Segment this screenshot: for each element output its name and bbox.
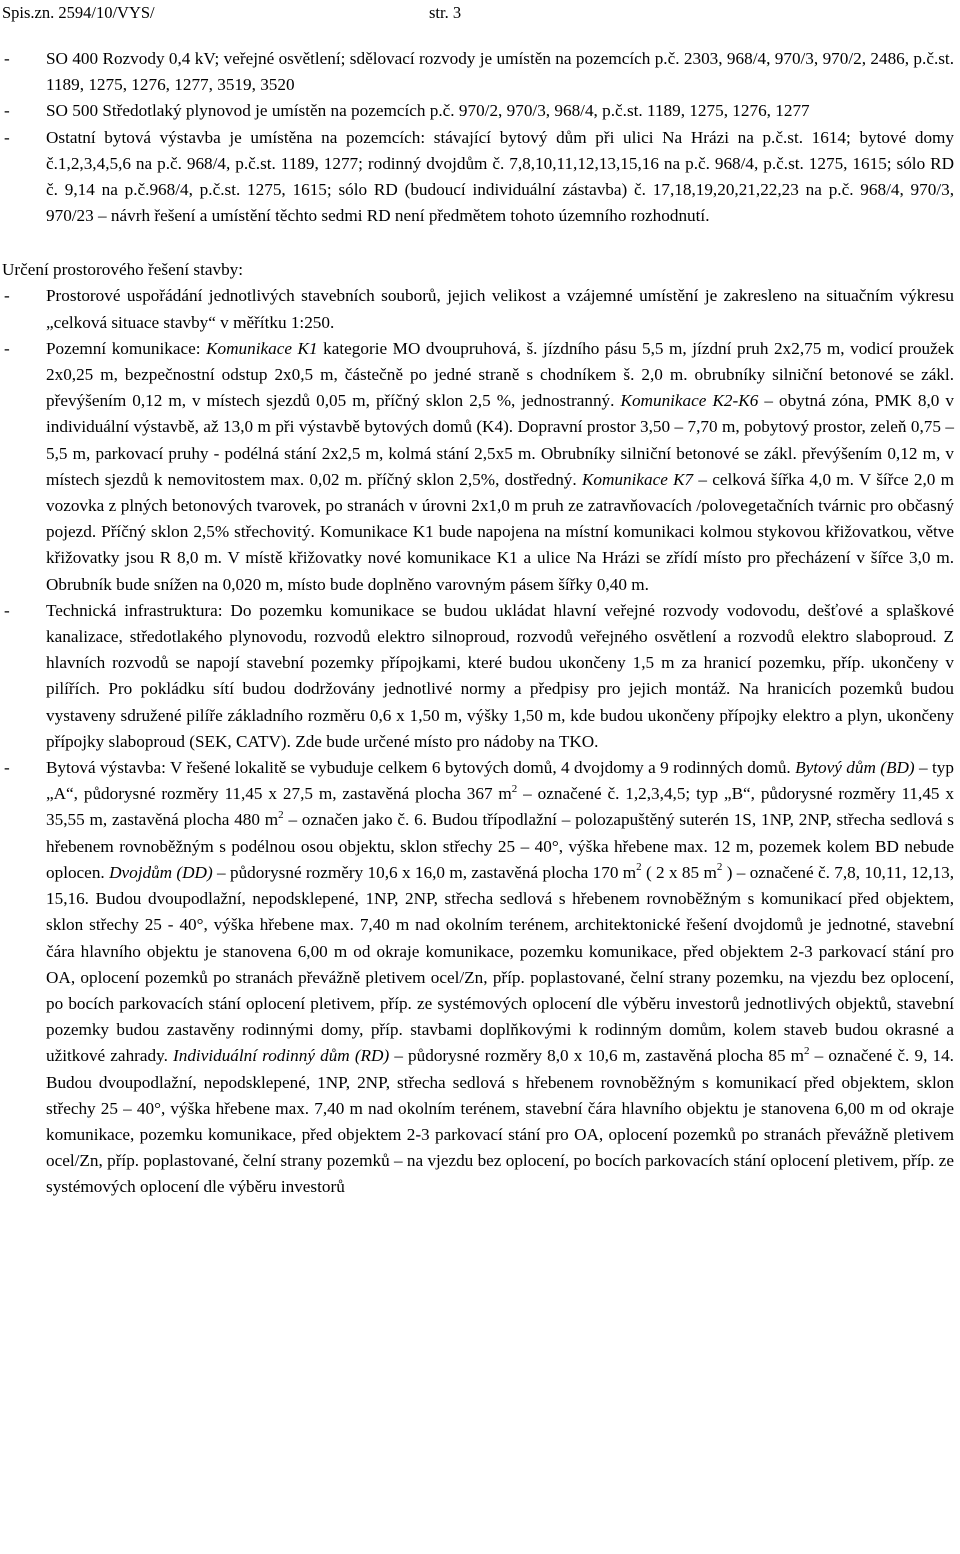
superscript: 2 [636,861,642,874]
text-run: – půdorysné rozměry 10,6 x 16,0 m, zastavěná plocha 170 m [212,862,637,882]
text-run: – typ „A“, půdorysné rozměry 11,45 x 27,5 m, zastavěná plocha 367 m [46,758,954,804]
text-run: Bytová výstavba: V řešené lokalitě se vybuduje celkem 6 bytových domů, 4 dvojdomy a 9 rodinných domů. [46,758,796,778]
spatial-solution-list [0,283,954,1200]
text-run: ( 2 x 85 m [641,862,717,882]
list-item [0,598,954,755]
text-run: Technická infrastruktura: Do pozemku komunikace se budou ukládat hlavní veřejné rozvody vodovodu, dešťové a splaškové kanalizace, středotlakého plynovodu, rozvodů elektro silnoproud, rozvodů veřejného osvětlení a rozvodů elektro slaboproud. Z hlavních rozvodů se napojí stavební pozemky přípojkami, které budou ukončeny 1,5 m za hranicí pozemku, příp. ukončeny v pilířích. Pro pokládku sítí budou dodržovány jednotlivé normy a předpisy pro jejich montáž. Na hranicích pozemků budou vystaveny sdružené pilíře základního rozměru 0,6 x 1,50 m, výšky 1,50 m, kde budou ukončeny přípojky elektro a plyn, ukončeny přípojky slaboproud (SEK, CATV). Zde bude určené místo pro nádoby na TKO. [46,600,954,751]
superscript: 2 [511,782,518,795]
page-header [2,3,960,25]
bullet-dash: - [4,286,10,306]
text-run: Prostorové uspořádání jednotlivých stavebních souborů, jejich velikost a vzájemné umístění je zakresleno na situačním výkresu „celková situace stavby“ v měřítku 1:250. [46,286,954,332]
superscript: 2 [278,808,284,821]
text-run: kategorie MO dvoupruhová, š. jízdního pásu 5,5 m, jízdní pruh 2x2,75 m, vodicí proužek 2x0,25 m, bezpečnostní odstup 2x0,5 m, částečně po jedné straně s chodníkem š. 2,0 m. obrubníky silniční betonové se zákl. převýšením 0,12 m, v místech sjezdů 0,05 m, příčný sklon 2,5 %, jednostranný. [46,338,954,411]
list-item [0,46,954,98]
bullet-dash: - [4,758,10,778]
italic-term: Komunikace K1 [206,338,318,358]
superscript: 2 [804,1044,810,1057]
italic-term: Komunikace K2-K6 [620,391,759,411]
list-item [0,755,954,1200]
text-run: ) – označené č. 7,8, 10,11, 12,13, 15,16. Budou dvoupodlažní, nepodsklepené, 1NP, 2NP, střecha sedlová s hřebenem rovnoběžným s komunikací před objektem, sklon střechy 25 - 40°, výška hřebene max. 7,40 m nad okolním terénem, architektonické řešení dvojdomů je jednotné, stavební čára hlavního objektu je stanovena 6,00 m od okraje komunikace, pozemku komunikace, před objektem 2-3 parkovací stání pro OA, oplocení pozemků po stranách převážně pletivem ocel/Zn, příp. poplastované, čelní strany pozemku, na vjezdu bez oplocení, po bocích parkovacích stání oplocení pletivem, příp. ze systémových oplocení dle výběru investorů jednotlivých objektů, stavební pozemky budou zastavěny rodinnými domy, příp. stavbami doplňkovými k rodinným domům, kolem staveb budou okrasné a užitkové zahrady. [46,862,955,1066]
italic-term: Komunikace K7 [581,469,694,489]
text-run: Ostatní bytová výstavba je umístěna na pozemcích: stávající bytový dům při ulici Na Hrázi na p.č.st. 1614; bytové domy č.1,2,3,4,5,6 na p.č. 968/4, p.č.st. 1189, 1277; rodinný dvojdům č. 7,8,10,11,12,13,15,16 na p.č. 968/4, p.č.st. 1275, 1615; sólo RD č. 9,14 na p.č.968/4, p.č.st. 1275, 1615; sólo RD (budoucí individuální zástavba) č. 17,18,19,20,21,22,23 na p.č. 968/4, 970/3, 970/23 – návrh řešení a umístění těchto sedmi RD není předmětem tohoto územního rozhodnutí. [46,127,954,226]
list-item [0,98,954,124]
italic-term: Bytový dům (BD) [795,758,915,778]
bullet-dash: - [4,101,10,121]
bullet-dash: - [4,338,10,358]
italic-term: Dvojdům (DD) [109,862,213,882]
list-item [0,336,954,598]
superscript: 2 [716,861,723,874]
page-number: str. 3 [429,3,462,22]
text-run: SO 500 Středotlaký plynovod je umístěn na pozemcích p.č. 970/2, 970/3, 968/4, p.č.st. 1189, 1275, 1276, 1277 [46,101,810,121]
text-run: – obytná zóna, PMK 8,0 v individuální výstavbě, až 13,0 m při výstavbě bytových domů (K4). Dopravní prostor 3,50 – 7,70 m, pobytový prostor, zeleň 0,75 – 5,5 m, parkovací pruhy - podélná stání 2x2,5 m, kolmá stání 2,5x5 m. Obrubníky silniční betonové se zákl. převýšením 0,12 m, v místech sjezdů k nemovitostem max. 0,02 m. příčný sklon 2,5%, dostředný. [46,391,954,489]
bullet-dash: - [4,600,10,620]
text-run: – půdorysné rozměry 8,0 x 10,6 m, zastavěná plocha 85 m [389,1046,805,1066]
text-run: Pozemní komunikace: [46,338,207,358]
text-run: – označen jako č. 6. Budou třípodlažní – polozapuštěný suterén 1S, 1NP, 2NP, střecha sedlová s hřebenem rovnoběžným s podélnou osou objektu, sklon střechy 25 – 40°, výška hřebene max. 12 m, pozemek kolem BD nebude oplocen. [46,810,954,882]
text-run: – označené č. 1,2,3,4,5; typ „B“, půdorysné rozměry 11,45 x 35,55 m, zastavěná plocha 480 m [46,784,954,830]
bullet-dash: - [4,49,10,68]
building-objects-list [0,46,954,229]
text-run: SO 400 Rozvody 0,4 kV; veřejné osvětlení; sdělovací rozvody je umístěn na pozemcích p.č. 2303, 968/4, 970/3, 970/2, 2486, p.č.st. 1189, 1275, 1276, 1277, 3519, 3520 [46,49,954,95]
list-item [0,125,954,230]
section-title: Určení prostorového řešení stavby: [2,260,244,280]
document-body [0,46,954,1201]
file-reference: Spis.zn. 2594/10/VYS/ [2,3,155,22]
list-item [0,283,954,335]
text-run: – označené č. 9, 14. Budou dvoupodlažní, nepodsklepené, 1NP, 2NP, střecha sedlová s hřebenem rovnoběžným s komunikací před objektem, sklon střechy 25 – 40°, výška hřebene max. 7,40 m nad okolním terénem, stavební čára hlavního objektu je stanovena 6,00 m od okraje komunikace, pozemku komunikace, před objektem 2-3 parkovací stání pro OA, oplocení pozemků po stranách převážně pletivem ocel/Zn, příp. poplastované, čelní strany pozemků – na vjezdu bez oplocení, po bocích parkovacích stání oplocení pletivem, příp. ze systémových oplocení dle výběru investorů [46,1046,954,1197]
text-run: – celková šířka 4,0 m. V šířce 2,0 m vozovka z plných betonových tvarovek, po stranách v úrovni 2x1,0 m pruh ze zatravňovacích /polovegetačních tvárnic pro občasný pojezd. Příčný sklon 2,5% střechovitý. Komunikace K1 bude napojena na místní komunikaci kolmou stykovou křižovatkou, větve křižovatky jsou R 8,0 m. V místě křižovatky nové komunikace K1 a ulice Na Hrázi se zřídí místo pro přecházení v šířce 3,0 m. Obrubník bude snížen na 0,020 m, místo bude doplněno varovným pásem šířky 0,40 m. [46,469,954,594]
bullet-dash: - [4,127,10,147]
italic-term: Individuální rodinný dům (RD) [173,1046,390,1066]
